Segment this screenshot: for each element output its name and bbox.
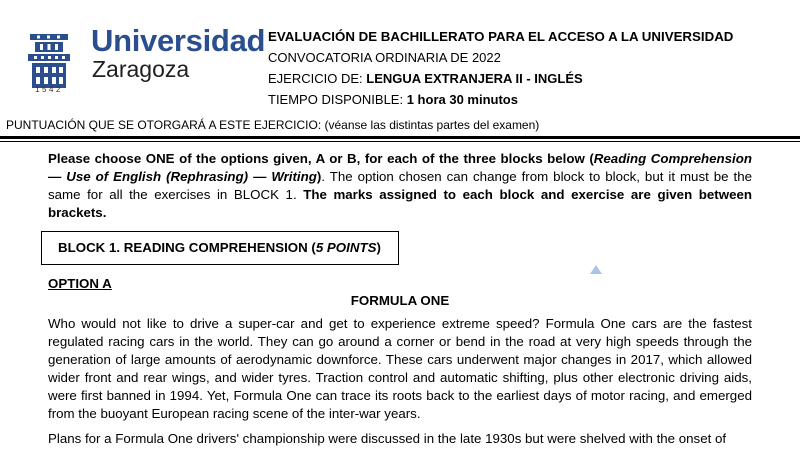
logo-year: 1542 [35, 85, 63, 94]
time-label: TIEMPO DISPONIBLE: [268, 92, 404, 107]
header-divider-thin [0, 141, 800, 142]
block-title-suffix: ) [376, 240, 381, 255]
exam-time [268, 92, 518, 108]
instructions-part4: The marks assigned to each block and exercise are given between brackets. [48, 187, 752, 220]
passage-paragraph: Who would not like to drive a super-car and get to experience extreme speed? Formula One cars are the fastest regulated racing cars in the world. They can go around a corner or bend in the road at very high speeds through the generation of large amounts of aerodynamic downforce. These cars underwent major changes in 2017, which allowed wider front and rear wings, and wider tyres. Traction control and automatic shifting, plus other electronic driving aids, were first banned in 1994. Yet, Formula One can trace its roots back to the earliest days of motor racing, and emerged from the buoyant European racing scene of the inter-war years. [48, 316, 752, 421]
passage-title: FORMULA ONE [350, 293, 450, 308]
exam-call: CONVOCATORIA ORDINARIA DE 2022 [268, 50, 501, 65]
instructions-part2: Reading Comprehension — Use of English (Rephrasing) — Writing [48, 151, 752, 184]
subject-label: EJERCICIO DE: [268, 71, 363, 86]
logo-university-name: Universidad [91, 23, 266, 58]
option-label: OPTION A [48, 276, 112, 291]
score-line: PUNTUACIÓN QUE SE OTORGARÁ A ESTE EJERCICIO: (véanse las distintas partes del examen) [6, 118, 540, 132]
instructions-paragraph [48, 150, 752, 222]
exam-title: EVALUACIÓN DE BACHILLERATO PARA EL ACCESO A LA UNIVERSIDAD [268, 29, 734, 44]
exam-subject [268, 71, 583, 87]
passage-paragraph: Plans for a Formula One drivers' championship were discussed in the late 1930s but were shelved with the onset of [48, 431, 727, 446]
instructions-part3: . The option chosen can change from block to block, but it must be the same for all the exercises in BLOCK 1. [48, 169, 752, 202]
block-title [58, 240, 381, 255]
logo-city-name: Zaragoza [92, 56, 190, 82]
triangle-marker-icon [590, 265, 602, 274]
header-divider-thick [0, 136, 800, 139]
instructions-part3-close: ) [316, 169, 322, 184]
block-title-prefix: BLOCK 1. READING COMPREHENSION ( [58, 240, 316, 255]
subject-value: LENGUA EXTRANJERA II - INGLÉS [366, 71, 583, 86]
instructions-part1: Please choose ONE of the options given, A or B, for each of the three blocks below ( [48, 151, 594, 166]
block-title-points: 5 POINTS [315, 240, 377, 255]
time-value: 1 hora 30 minutos [406, 92, 518, 107]
